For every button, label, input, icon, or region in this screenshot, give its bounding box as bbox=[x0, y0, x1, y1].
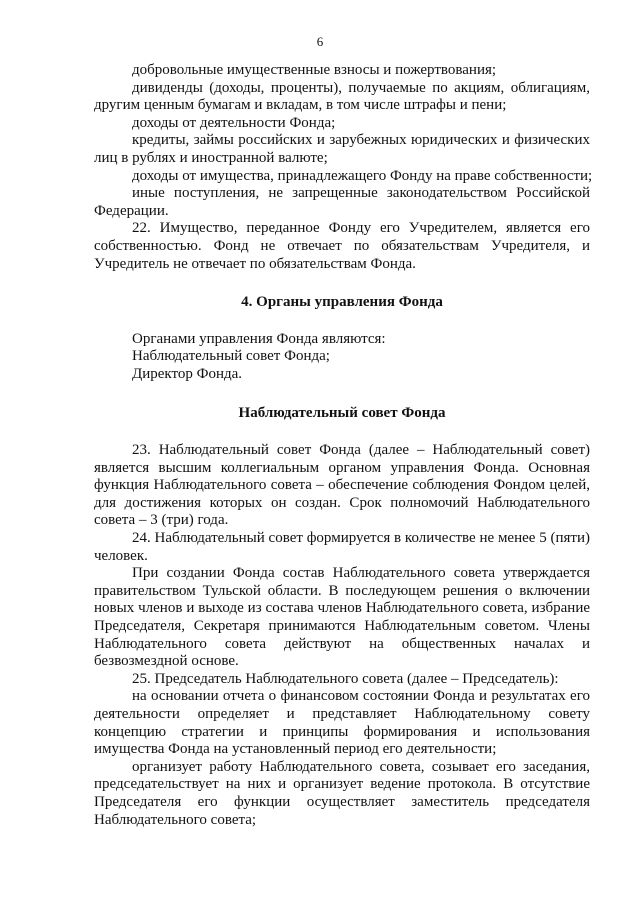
paragraph-24: 24. Наблюдательный совет формируется в количестве не менее 5 (пяти) человек. bbox=[94, 530, 590, 564]
paragraph-dividends: дивиденды (доходы, проценты), получаемые по акциям, облигациям, другим ценным бумагам и вкладам, в том числе штрафы и пени; bbox=[94, 79, 590, 114]
paragraph-property-income: доходы от имущества, принадлежащего Фонду на праве собственности; bbox=[132, 167, 593, 184]
paragraph-donations: добровольные имущественные взносы и пожертвования; bbox=[132, 62, 497, 78]
governance-director: Директор Фонда. bbox=[132, 365, 243, 382]
paragraph-other-income: иные поступления, не запрещенные законодательством Российской Федерации. bbox=[94, 185, 590, 219]
paragraph-loans: кредиты, займы российских и зарубежных юридических и физических лиц в рублях и иностранной валюте; bbox=[94, 132, 590, 166]
paragraph-22: 22. Имущество, переданное Фонду его Учредителем, является его собственностью. Фонд не отвечает по обязательствам Учредителя, и Учредитель не отвечает по обязательствам Фонда. bbox=[94, 220, 590, 272]
paragraph-fund-income: доходы от деятельности Фонда; bbox=[132, 114, 336, 131]
governance-intro: Органами управления Фонда являются: bbox=[132, 330, 386, 347]
section-title-governance: 4. Органы управления Фонда bbox=[241, 294, 443, 311]
governance-council: Наблюдательный совет Фонда; bbox=[132, 348, 330, 365]
paragraph-chairman-meetings: организует работу Наблюдательного совета, созывает его заседания, председательствует на них и организует ведение протокола. В отсутствие Председателя его функции осуществляет заместитель председателя Наблюдательного совета; bbox=[94, 758, 590, 828]
paragraph-23: 23. Наблюдательный совет Фонда (далее – Наблюдательный совет) является высшим коллегиальным органом управления Фонда. Основная функция Наблюдательного совета – обеспечение соблюдения Фондом целей, для достижения которых он создан. Срок полномочий Наблюдательного совета – 3 (три) года. bbox=[94, 442, 590, 529]
page-number: 6 bbox=[316, 34, 324, 49]
section-title-council: Наблюдательный совет Фонда bbox=[238, 404, 446, 421]
paragraph-council-composition: При создании Фонда состав Наблюдательного совета утверждается правительством Тульской области. В последующем решения о включении новых членов и выходе из состава членов Наблюдательного совета, избрание Председателя, Секретаря принимаются Наблюдательным советом. Члены Наблюдательного совета действуют на общественных началах и безвозмездной основе. bbox=[94, 565, 590, 670]
document-body bbox=[94, 62, 593, 829]
paragraph-chairman-strategy: на основании отчета о финансовом состоянии Фонда и результатах его деятельности определяет и представляет Наблюдательному совету концепцию стратегии и принципы формирования и использования имущества Фонда на установленный период его деятельности; bbox=[94, 688, 590, 758]
paragraph-25: 25. Председатель Наблюдательного совета (далее – Председатель): bbox=[132, 670, 559, 687]
